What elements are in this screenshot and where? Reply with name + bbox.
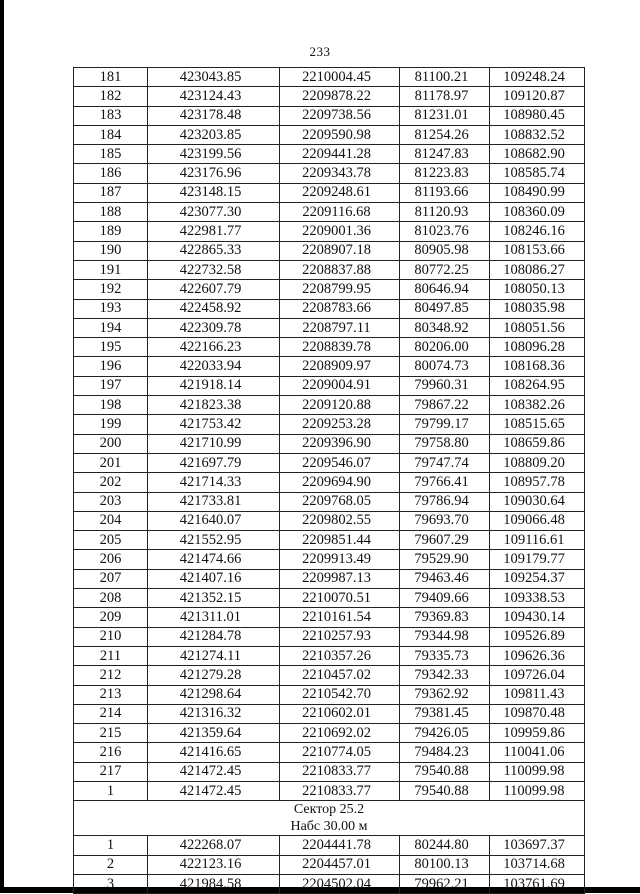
x-coordinate-cell: 422268.07 (148, 836, 280, 855)
table-row (74, 260, 585, 279)
point-number-cell: 215 (74, 724, 148, 743)
x-coordinate-cell: 423148.15 (148, 183, 280, 202)
x-local-cell: 79381.45 (400, 704, 490, 723)
point-number-cell: 216 (74, 743, 148, 762)
x-local-cell: 79799.17 (400, 415, 490, 434)
sector-header (74, 801, 585, 836)
y-coordinate-cell: 2209343.78 (280, 164, 400, 183)
x-local-cell: 80100.13 (400, 855, 490, 874)
point-number-cell: 193 (74, 299, 148, 318)
x-coordinate-cell: 422981.77 (148, 222, 280, 241)
x-coordinate-cell: 421311.01 (148, 608, 280, 627)
x-coordinate-cell: 421753.42 (148, 415, 280, 434)
x-local-cell: 79362.92 (400, 685, 490, 704)
y-local-cell: 109430.14 (490, 608, 585, 627)
sector-header-row (74, 801, 585, 836)
y-coordinate-cell: 2208837.88 (280, 260, 400, 279)
point-number-cell: 3 (74, 874, 148, 893)
x-coordinate-cell: 421714.33 (148, 473, 280, 492)
y-local-cell: 109526.89 (490, 627, 585, 646)
x-coordinate-cell: 421474.66 (148, 550, 280, 569)
x-local-cell: 80244.80 (400, 836, 490, 855)
y-coordinate-cell: 2210542.70 (280, 685, 400, 704)
x-coordinate-cell: 423124.43 (148, 87, 280, 106)
table-row (74, 550, 585, 569)
y-coordinate-cell: 2209116.68 (280, 203, 400, 222)
table-row (74, 855, 585, 874)
page-number: 233 (309, 44, 331, 59)
point-number-cell: 211 (74, 646, 148, 665)
point-number-cell: 182 (74, 87, 148, 106)
y-local-cell: 108051.56 (490, 318, 585, 337)
table-row (74, 589, 585, 608)
y-local-cell: 109626.36 (490, 646, 585, 665)
x-local-cell: 81247.83 (400, 145, 490, 164)
y-local-cell: 108809.20 (490, 453, 585, 472)
x-coordinate-cell: 423176.96 (148, 164, 280, 183)
x-coordinate-cell: 422309.78 (148, 318, 280, 337)
point-number-cell: 184 (74, 125, 148, 144)
table-row (74, 183, 585, 202)
y-coordinate-cell: 2208907.18 (280, 241, 400, 260)
x-local-cell: 79747.74 (400, 453, 490, 472)
y-coordinate-cell: 2210457.02 (280, 666, 400, 685)
x-local-cell: 79426.05 (400, 724, 490, 743)
y-coordinate-cell: 2209802.55 (280, 511, 400, 530)
table-row (74, 685, 585, 704)
x-local-cell: 79484.23 (400, 743, 490, 762)
y-local-cell: 108382.26 (490, 396, 585, 415)
table-row (74, 299, 585, 318)
y-local-cell: 109116.61 (490, 531, 585, 550)
table-row (74, 724, 585, 743)
point-number-cell: 212 (74, 666, 148, 685)
x-local-cell: 79962.21 (400, 874, 490, 893)
point-number-cell: 191 (74, 260, 148, 279)
table-row (74, 646, 585, 665)
x-local-cell: 79693.70 (400, 511, 490, 530)
y-coordinate-cell: 2209248.61 (280, 183, 400, 202)
y-local-cell: 109066.48 (490, 511, 585, 530)
x-local-cell: 80348.92 (400, 318, 490, 337)
y-coordinate-cell: 2209987.13 (280, 569, 400, 588)
y-coordinate-cell: 2210833.77 (280, 781, 400, 800)
y-coordinate-cell: 2209913.49 (280, 550, 400, 569)
y-local-cell: 109030.64 (490, 492, 585, 511)
y-coordinate-cell: 2209590.98 (280, 125, 400, 144)
x-local-cell: 81178.97 (400, 87, 490, 106)
table-row (74, 608, 585, 627)
y-local-cell: 109811.43 (490, 685, 585, 704)
y-coordinate-cell: 2208799.95 (280, 280, 400, 299)
x-coordinate-cell: 423077.30 (148, 203, 280, 222)
table-row (74, 666, 585, 685)
y-coordinate-cell: 2210070.51 (280, 589, 400, 608)
y-coordinate-cell: 2208839.78 (280, 338, 400, 357)
x-local-cell: 81120.93 (400, 203, 490, 222)
y-local-cell: 109870.48 (490, 704, 585, 723)
x-local-cell: 81100.21 (400, 68, 490, 87)
y-coordinate-cell: 2209768.05 (280, 492, 400, 511)
table-row (74, 357, 585, 376)
x-coordinate-cell: 422607.79 (148, 280, 280, 299)
x-local-cell: 79369.83 (400, 608, 490, 627)
coordinates-table-body (74, 68, 585, 801)
table-row (74, 473, 585, 492)
table-row (74, 396, 585, 415)
x-local-cell: 79409.66 (400, 589, 490, 608)
table-row (74, 627, 585, 646)
y-local-cell: 108980.45 (490, 106, 585, 125)
y-local-cell: 108659.86 (490, 434, 585, 453)
x-coordinate-cell: 421697.79 (148, 453, 280, 472)
y-local-cell: 108585.74 (490, 164, 585, 183)
y-local-cell: 108168.36 (490, 357, 585, 376)
point-number-cell: 210 (74, 627, 148, 646)
x-coordinate-cell: 421359.64 (148, 724, 280, 743)
x-local-cell: 79335.73 (400, 646, 490, 665)
table-row (74, 87, 585, 106)
y-local-cell: 108515.65 (490, 415, 585, 434)
table-row (74, 164, 585, 183)
x-coordinate-cell: 422865.33 (148, 241, 280, 260)
x-coordinate-cell: 421472.45 (148, 762, 280, 781)
x-coordinate-cell: 422458.92 (148, 299, 280, 318)
y-local-cell: 109254.37 (490, 569, 585, 588)
point-number-cell: 195 (74, 338, 148, 357)
y-local-cell: 109179.77 (490, 550, 585, 569)
x-local-cell: 81023.76 (400, 222, 490, 241)
y-coordinate-cell: 2210357.26 (280, 646, 400, 665)
x-local-cell: 80074.73 (400, 357, 490, 376)
x-local-cell: 79960.31 (400, 376, 490, 395)
point-number-cell: 206 (74, 550, 148, 569)
point-number-cell: 213 (74, 685, 148, 704)
y-local-cell: 103714.68 (490, 855, 585, 874)
y-local-cell: 109338.53 (490, 589, 585, 608)
table-row (74, 318, 585, 337)
point-number-cell: 189 (74, 222, 148, 241)
point-number-cell: 181 (74, 68, 148, 87)
table-row (74, 415, 585, 434)
sector-elevation: Набс 30.00 м (290, 819, 368, 835)
y-local-cell: 108832.52 (490, 125, 585, 144)
x-local-cell: 81254.26 (400, 125, 490, 144)
y-coordinate-cell: 2210692.02 (280, 724, 400, 743)
y-coordinate-cell: 2208909.97 (280, 357, 400, 376)
x-local-cell: 80497.85 (400, 299, 490, 318)
x-local-cell: 81193.66 (400, 183, 490, 202)
y-coordinate-cell: 2209851.44 (280, 531, 400, 550)
table-row (74, 511, 585, 530)
table-row (74, 569, 585, 588)
y-local-cell: 108035.98 (490, 299, 585, 318)
y-local-cell: 109120.87 (490, 87, 585, 106)
point-number-cell: 203 (74, 492, 148, 511)
y-coordinate-cell: 2210833.77 (280, 762, 400, 781)
x-local-cell: 79540.88 (400, 781, 490, 800)
x-coordinate-cell: 421918.14 (148, 376, 280, 395)
x-local-cell: 79344.98 (400, 627, 490, 646)
table-row (74, 781, 585, 800)
y-coordinate-cell: 2209694.90 (280, 473, 400, 492)
x-local-cell: 79540.88 (400, 762, 490, 781)
y-local-cell: 110041.06 (490, 743, 585, 762)
x-coordinate-cell: 423043.85 (148, 68, 280, 87)
x-coordinate-cell: 422123.16 (148, 855, 280, 874)
table-row (74, 531, 585, 550)
point-number-cell: 202 (74, 473, 148, 492)
x-coordinate-cell: 421316.32 (148, 704, 280, 723)
y-local-cell: 110099.98 (490, 781, 585, 800)
y-coordinate-cell: 2208783.66 (280, 299, 400, 318)
x-coordinate-cell: 422166.23 (148, 338, 280, 357)
x-local-cell: 79342.33 (400, 666, 490, 685)
x-coordinate-cell: 421472.45 (148, 781, 280, 800)
x-coordinate-cell: 421640.07 (148, 511, 280, 530)
table-row (74, 874, 585, 893)
sector-title: Сектор 25.2 (293, 802, 365, 818)
y-coordinate-cell: 2210774.05 (280, 743, 400, 762)
y-local-cell: 109248.24 (490, 68, 585, 87)
y-coordinate-cell: 2209546.07 (280, 453, 400, 472)
point-number-cell: 186 (74, 164, 148, 183)
sector-header-cell (74, 801, 585, 836)
point-number-cell: 200 (74, 434, 148, 453)
table-row (74, 338, 585, 357)
y-local-cell: 108264.95 (490, 376, 585, 395)
x-coordinate-cell: 422732.58 (148, 260, 280, 279)
table-row (74, 203, 585, 222)
y-local-cell: 108490.99 (490, 183, 585, 202)
y-coordinate-cell: 2209878.22 (280, 87, 400, 106)
y-coordinate-cell: 2204441.78 (280, 836, 400, 855)
y-local-cell: 103697.37 (490, 836, 585, 855)
x-local-cell: 80772.25 (400, 260, 490, 279)
x-local-cell: 79766.41 (400, 473, 490, 492)
table-row (74, 106, 585, 125)
sector-table-body (74, 836, 585, 894)
point-number-cell: 199 (74, 415, 148, 434)
y-local-cell: 109726.04 (490, 666, 585, 685)
point-number-cell: 1 (74, 781, 148, 800)
y-local-cell: 109959.86 (490, 724, 585, 743)
y-coordinate-cell: 2209441.28 (280, 145, 400, 164)
y-local-cell: 108050.13 (490, 280, 585, 299)
y-local-cell: 108682.90 (490, 145, 585, 164)
x-coordinate-cell: 421407.16 (148, 569, 280, 588)
x-coordinate-cell: 421274.11 (148, 646, 280, 665)
y-local-cell: 108086.27 (490, 260, 585, 279)
table-row (74, 836, 585, 855)
x-local-cell: 81231.01 (400, 106, 490, 125)
table-row (74, 68, 585, 87)
y-coordinate-cell: 2209120.88 (280, 396, 400, 415)
x-coordinate-cell: 421284.78 (148, 627, 280, 646)
y-coordinate-cell: 2209001.36 (280, 222, 400, 241)
y-coordinate-cell: 2204502.04 (280, 874, 400, 893)
y-local-cell: 108246.16 (490, 222, 585, 241)
x-coordinate-cell: 423199.56 (148, 145, 280, 164)
y-local-cell: 108957.78 (490, 473, 585, 492)
point-number-cell: 207 (74, 569, 148, 588)
table-row (74, 376, 585, 395)
x-local-cell: 79867.22 (400, 396, 490, 415)
point-number-cell: 2 (74, 855, 148, 874)
x-local-cell: 79786.94 (400, 492, 490, 511)
y-coordinate-cell: 2210161.54 (280, 608, 400, 627)
table-row (74, 453, 585, 472)
x-local-cell: 80646.94 (400, 280, 490, 299)
x-coordinate-cell: 421984.58 (148, 874, 280, 893)
table-row (74, 241, 585, 260)
table-row (74, 222, 585, 241)
x-coordinate-cell: 423178.48 (148, 106, 280, 125)
point-number-cell: 194 (74, 318, 148, 337)
point-number-cell: 204 (74, 511, 148, 530)
y-coordinate-cell: 2209253.28 (280, 415, 400, 434)
table-row (74, 704, 585, 723)
y-coordinate-cell: 2209396.90 (280, 434, 400, 453)
y-coordinate-cell: 2204457.01 (280, 855, 400, 874)
point-number-cell: 205 (74, 531, 148, 550)
table-row (74, 743, 585, 762)
point-number-cell: 217 (74, 762, 148, 781)
x-coordinate-cell: 421416.65 (148, 743, 280, 762)
table-row (74, 434, 585, 453)
point-number-cell: 198 (74, 396, 148, 415)
x-local-cell: 79463.46 (400, 569, 490, 588)
table-row (74, 125, 585, 144)
point-number-cell: 214 (74, 704, 148, 723)
y-coordinate-cell: 2210257.93 (280, 627, 400, 646)
coordinates-table (73, 67, 585, 894)
point-number-cell: 197 (74, 376, 148, 395)
x-coordinate-cell: 421733.81 (148, 492, 280, 511)
table-row (74, 280, 585, 299)
point-number-cell: 208 (74, 589, 148, 608)
point-number-cell: 209 (74, 608, 148, 627)
scan-edge-left (0, 0, 4, 893)
x-local-cell: 79529.90 (400, 550, 490, 569)
y-local-cell: 108096.28 (490, 338, 585, 357)
x-coordinate-cell: 421823.38 (148, 396, 280, 415)
y-local-cell: 108153.66 (490, 241, 585, 260)
point-number-cell: 1 (74, 836, 148, 855)
y-coordinate-cell: 2209738.56 (280, 106, 400, 125)
point-number-cell: 201 (74, 453, 148, 472)
table-row (74, 145, 585, 164)
point-number-cell: 188 (74, 203, 148, 222)
x-coordinate-cell: 421710.99 (148, 434, 280, 453)
x-coordinate-cell: 421279.28 (148, 666, 280, 685)
x-local-cell: 80206.00 (400, 338, 490, 357)
y-local-cell: 108360.09 (490, 203, 585, 222)
y-coordinate-cell: 2210004.45 (280, 68, 400, 87)
x-local-cell: 79758.80 (400, 434, 490, 453)
point-number-cell: 183 (74, 106, 148, 125)
point-number-cell: 196 (74, 357, 148, 376)
x-local-cell: 81223.83 (400, 164, 490, 183)
point-number-cell: 190 (74, 241, 148, 260)
table-row (74, 762, 585, 781)
y-local-cell: 103761.69 (490, 874, 585, 893)
x-local-cell: 80905.98 (400, 241, 490, 260)
point-number-cell: 192 (74, 280, 148, 299)
x-coordinate-cell: 421352.15 (148, 589, 280, 608)
x-local-cell: 79607.29 (400, 531, 490, 550)
x-coordinate-cell: 421552.95 (148, 531, 280, 550)
y-coordinate-cell: 2209004.91 (280, 376, 400, 395)
point-number-cell: 185 (74, 145, 148, 164)
x-coordinate-cell: 423203.85 (148, 125, 280, 144)
y-coordinate-cell: 2210602.01 (280, 704, 400, 723)
table-row (74, 492, 585, 511)
x-coordinate-cell: 421298.64 (148, 685, 280, 704)
y-local-cell: 110099.98 (490, 762, 585, 781)
x-coordinate-cell: 422033.94 (148, 357, 280, 376)
point-number-cell: 187 (74, 183, 148, 202)
y-coordinate-cell: 2208797.11 (280, 318, 400, 337)
